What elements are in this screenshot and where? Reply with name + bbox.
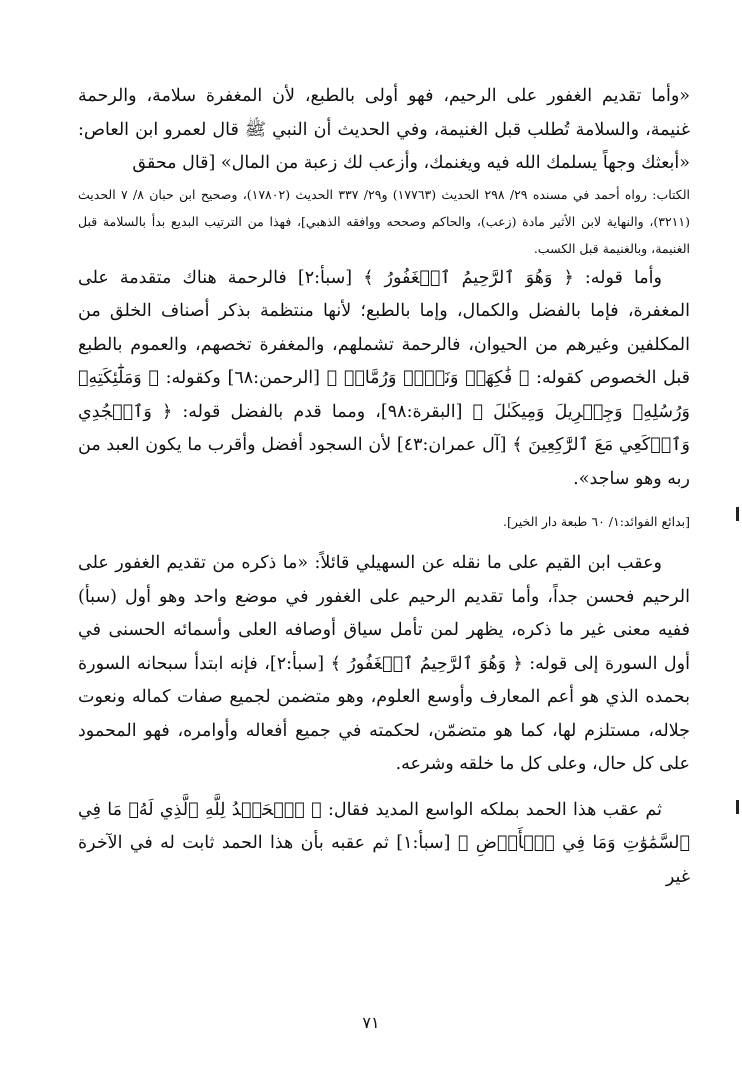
paragraph-gap xyxy=(78,535,690,547)
text-line: وَمِيكَىٰلَ ﴾ [البقرة:٩٨]، ومما قدم بالفضل قوله: ﴿ وَٱسۡجُدِي وَٱرۡكَعِي مَعَ ٱلرَّٰكِعِينَ ﴾ xyxy=(78,401,690,455)
text-line: في أول السورة إلى قوله: ﴿ وَهُوَ ٱلرَّحِيمُ ٱلۡغَفُورُ ﴾ [سبأ:٢]، فإنه ابتدأ سبحانه xyxy=(78,620,690,674)
text-line: ٱلسَّمَٰوَٰتِ وَمَا فِي ٱلۡأَرۡضِ ﴾ [سبأ:١] ثم عقبه بأن هذا الحمد ثابت له في الآخرة غير xyxy=(78,833,690,887)
text-line: السورة بحمده الذي هو أعم المعارف وأوسع العلوم، وهو متضمن لجميع صفات xyxy=(78,653,690,707)
text-line: فإما بالفضل والكمال، وإما بالطبع؛ لأنها منتظمة بذكر أصناف الخلق من المكلفين xyxy=(78,301,690,355)
text-line: فهو المحمود على كل حال، وعلى كل ما خلقه وشرعه. xyxy=(78,720,690,774)
text-line: ابن حبان ٨/ ٧ الحديث (٣٢١١)، والنهاية لابن الأثير مادة (زعب)، والحاكم وصححه ووافقه xyxy=(78,186,690,229)
text-line: وعقب ابن القيم على ما نقله عن السهيلي قائلاً: «ما ذكره من تقديم الغفور xyxy=(115,553,662,573)
margin-mark xyxy=(736,800,739,814)
margin-mark xyxy=(736,507,739,521)
text-line: «أبعثك وجهاً يسلمك الله فيه ويغنمك، وأزعب لك زعبة من المال» [قال محقق xyxy=(132,153,690,173)
text-line: [آل عمران:٤٣] لأن السجود أفضل وأقرب ما يكون العبد من ربه وهو ساجد». xyxy=(78,435,690,489)
text-line: كماله ونعوت جلاله، مستلزم لها، كما هو متضمّن، لحكمته في جميع أفعاله وأوامره، xyxy=(78,687,691,741)
paragraph-p2 xyxy=(78,181,690,262)
text-line: غنيمة، والسلامة تُطلب قبل الغنيمة، وفي الحديث أن النبي ﷺ قال لعمرو ابن العاص: xyxy=(78,119,690,140)
paragraph-p3 xyxy=(78,262,690,497)
text-line: الذهبي]، فهذا من الترتيب البديع بدأ بالسلامة قبل الغنيمة، وبالغنيمة قبل الكسب. xyxy=(78,213,690,256)
paragraph-p6 xyxy=(78,794,690,895)
paragraph-p4 xyxy=(78,508,690,535)
page-number: ٧١ xyxy=(362,1013,380,1032)
paragraph-gap xyxy=(78,782,690,794)
text-line: [بدائع الفوائد:١/ ٦٠ طبعة دار الخير]. xyxy=(503,514,690,529)
text-line: وأما قوله: ﴿ وَهُوَ ٱلرَّحِيمُ ٱلۡغَفُورُ ﴾ [سبأ:٢] فالرحمة هناك متقدمة على المغفرة، xyxy=(78,267,690,321)
text-line: كقوله: ﴿ فَٰكِهَةٞ وَنَخۡلٞ وَرُمَّانٞ ﴾ [الرحمن:٦٨] وكقوله: ﴿ وَمَلَٰٓئِكَتِهِۦ وَرُسُلِهِۦ وَجِبۡرِيلَ xyxy=(78,368,690,422)
text-line: وغيرهم من الحيوان، فالرحمة تشملهم، والمغفرة تخصهم، والعموم بالطبع قبل الخصوص xyxy=(78,334,690,388)
text-line: الكتاب: رواه أحمد في مسنده ٢٩/ ٢٩٨ الحديث (١٧٧٦٣) و٢٩/ ٣٣٧ الحديث (١٧٨٠٢)، وصحيح xyxy=(200,186,690,202)
text-line: (سبأ) ففيه معنى غير ما ذكره، يظهر لمن تأمل سياق أوصافه العلى وأسمائه الحسنى xyxy=(78,586,690,640)
text-line: ثم عقب هذا الحمد بملكه الواسع المديد فقال: ﴿ ٱلۡحَمۡدُ لِلَّهِ ٱلَّذِي لَهُۥ مَا فِي xyxy=(78,799,662,820)
paragraph-p5 xyxy=(78,547,690,782)
paragraph-p1 xyxy=(78,80,690,181)
text-line: على الرحيم فحسن جداً، وأما تقديم الرحيم على الغفور في موضع واحد وهو أول xyxy=(78,553,690,607)
paragraph-gap xyxy=(78,496,690,508)
text-line: «وأما تقديم الغفور على الرحيم، فهو أولى بالطبع، لأن المغفرة سلامة، والرحمة xyxy=(78,86,690,106)
page-body xyxy=(78,80,690,894)
